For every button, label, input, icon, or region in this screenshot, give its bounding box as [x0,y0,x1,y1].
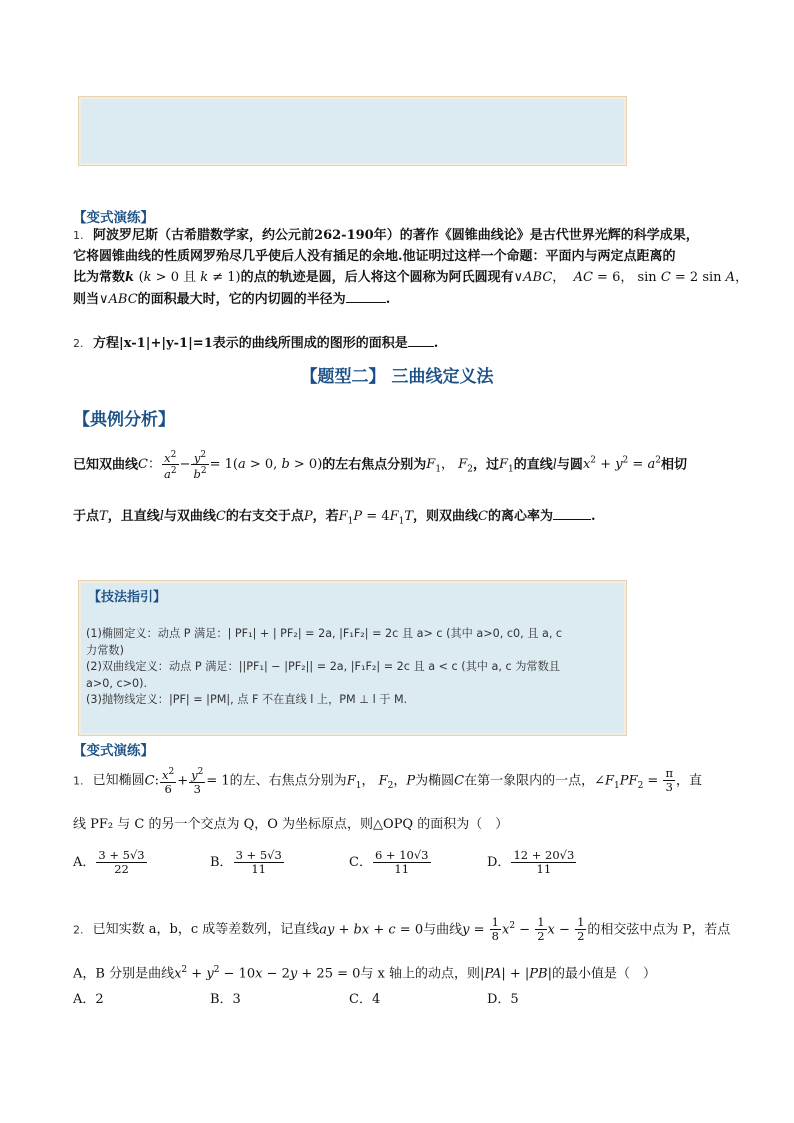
option-d: D． [487,855,511,870]
option-b: B． [210,855,233,870]
example-line1: 已知双曲线C： $\frac{x^2}{a^2}$ − $\frac{y^2}{b^2}$ = 1(a > 0, b > 0)的左右焦点分别为$F_1$， $F_2$，过$F_1$的直线l与圆$x^2 + y^2 = a^2$相切 [73,449,687,482]
tips-line4: a>0, c>0). [86,676,148,690]
s2-q1-line1: 1. 已知椭圆C: $\frac{x^2}{6}$ + $\frac{y^2}{3}$ = 1的左、右焦点分别为$F_1$， $F_2$，P为椭圆C在第一象限内的一点，$\angle F_1PF_2$ = $\frac{\pi}{3}$ ，直 [73,766,703,796]
tips-line3: (2)双曲线定义：动点 P 满足：||PF₁| − |PF₂|| = 2a, |F₁F₂| = 2c 且 a < c (其中 a, c 为常数且 [86,660,560,673]
top-shaded-box [78,96,627,166]
tips-line1: (1)椭圆定义：动点 P 满足：| PF₁| + | PF₂| = 2a, |F₁F₂| = 2c 且 a> c (其中 a>0, c0, 且 a, c [86,627,563,640]
answer-blank [346,301,386,303]
q2-option-a: A．2 [73,992,104,1007]
q1-line4: 则当∨ABC的面积最大时，它的内切圆的半径为 . [73,292,391,307]
tips-line5: (3)抛物线定义：|PF| = |PM|, 点 F 不在直线 l 上，PM ⊥ l 于 M. [86,693,408,706]
example-analysis-label: 【典例分析】 [73,410,175,430]
tips-line2: 力常数) [86,643,124,657]
answer-blank [408,345,434,347]
option-a: A． [73,855,96,870]
option-c: C． [349,855,372,870]
variant-practice-label-1: 【变式演练】 [73,210,154,226]
q2-line: 2. 方程|x-1|+|y-1|=1表示的曲线所围成的图形的面积是 . [73,336,439,351]
answer-blank [553,518,591,520]
type2-title: 【题型二】 三曲线定义法 [300,367,494,387]
q1-line1: 1. 阿波罗尼斯（古希腊数学家，约公元前262-190年）的著作《圆锥曲线论》是古代世界光辉的科学成果， [73,228,699,243]
q2-option-c: C．4 [349,992,381,1007]
s2-q1-line2: 线 PF₂ 与 C 的另一个交点为 Q，O 为坐标原点，则△OPQ 的面积为（ ） [73,817,509,832]
s2-q2-line2: A，B 分别是曲线$x^2 + y^2 - 10x - 2y + 25 = 0$与 x 轴上的动点，则|PA| + |PB|的最小值是（ ） [73,965,656,982]
tips-label: 【技法指引】 [88,590,167,605]
q2-option-d: D．5 [487,992,519,1007]
q1-line3: 比为常数k (k > 0 且 k ≠ 1)的点的轨迹是圆，后人将这个圆称为阿氏圆现有∨ABC， AC = 6， sin C = 2 sin A， [73,270,749,285]
variant-practice-label-2: 【变式演练】 [73,743,154,759]
q2-option-b: B．3 [210,992,241,1007]
example-line2: 于点T，且直线l与双曲线C的右支交于点P，若$F_1P = 4F_1T$，则双曲线C的离心率为 . [73,509,596,527]
s2-q2-line1: 2. 已知实数 a，b，c 成等差数列，记直线ay + bx + c = 0与曲线y = $\frac{1}{8}$ $x^2$ − $\frac{1}{2}$ x − $\frac{1}{2}$ 的相交弦中点为 P，若点 [73,915,731,944]
tips-content [86,626,621,709]
q1-line2: 它将圆锥曲线的性质网罗殆尽几乎使后人没有插足的余地.他证明过这样一个命题：平面内与两定点距离的 [73,249,676,264]
